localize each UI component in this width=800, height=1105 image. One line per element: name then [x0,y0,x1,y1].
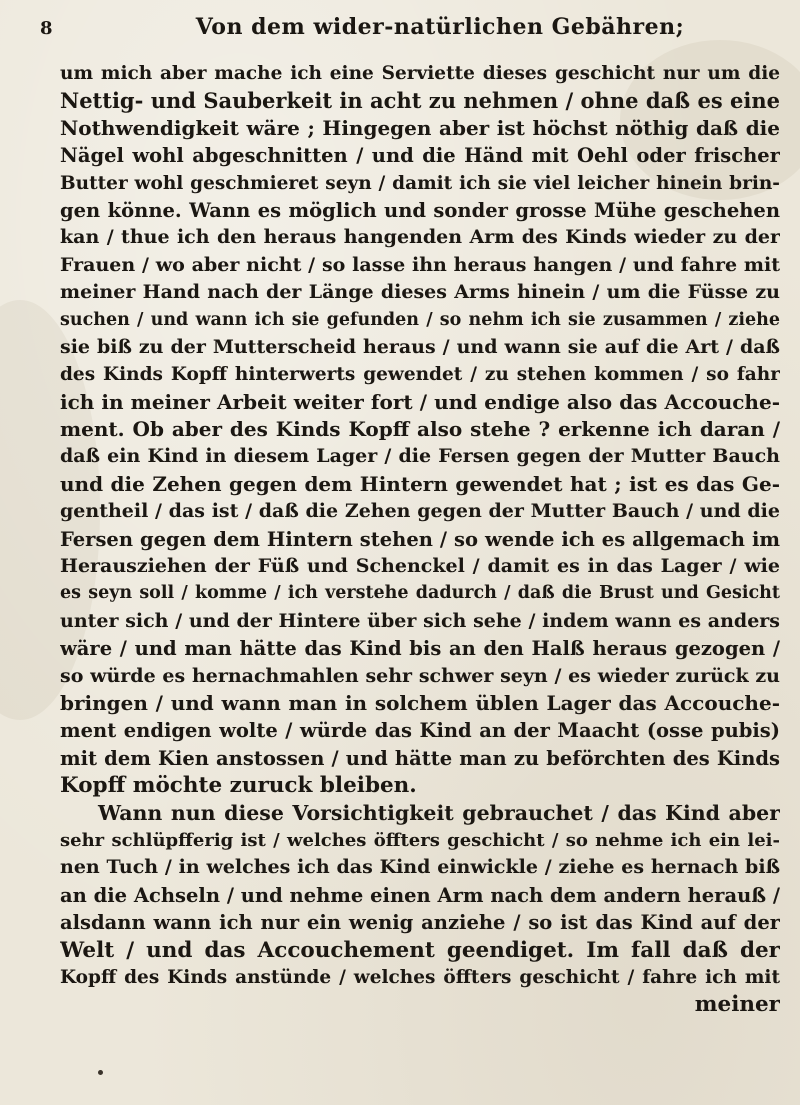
page-header [40,14,770,46]
text-line: Nettig- und Sauberkeit in acht zu nehmen / ohne daß es eine [60,88,780,114]
text-line: Fersen gegen dem Hintern stehen / so wende ich es allgemach im [60,527,780,551]
text-line: sie biß zu der Mutterscheid heraus / und wann sie auf die Art / daß [60,335,780,358]
text-line: Wann nun diese Vorsichtigkeit gebrauchet / das Kind aber [98,800,780,825]
text-line: so würde es hernachmahlen sehr schwer seyn / es wieder zurück zu [60,664,780,687]
text-line: bringen / und wann man in solchem üblen Lager das Accouche- [60,690,780,715]
text-line: Herausziehen der Füß und Schenckel / damit es in das Lager / wie [60,555,780,578]
text-line: kan / thue ich den heraus hangenden Arm des Kinds wieder zu der [60,226,780,249]
text-line: Kopff möchte zuruck bleiben. [60,773,417,799]
text-line: ment endigen wolte / würde das Kind an der Maacht (osse pubis) [60,719,780,743]
text-line: unter sich / und der Hintere über sich sehe / indem wann es anders [60,609,780,632]
running-title: Von dem wider-natürlichen Gebähren; [195,14,685,40]
text-line: alsdann wann ich nur ein wenig anziehe / so ist das Kind auf der [60,911,780,935]
text-line: ment. Ob aber des Kinds Kopff also stehe ? erkenne ich daran / [60,417,780,442]
text-line: meiner Hand nach der Länge dieses Arms hinein / um die Füsse zu [60,281,780,304]
page-number: 8 [40,18,53,39]
text-line: wäre / und man hätte das Kind bis an den Halß heraus gezogen / [60,637,780,661]
text-line: daß ein Kind in diesem Lager / die Fersen gegen der Mutter Bauch [60,445,780,468]
text-line: sehr schlüpfferig ist / welches öffters geschicht / so nehme ich ein lei- [60,829,780,851]
catchword: meiner [694,992,780,1018]
text-line: gentheil / das ist / daß die Zehen gegen der Mutter Bauch / und die [60,500,780,523]
text-line: um mich aber mache ich eine Serviette dieses geschicht nur um die [60,63,780,84]
text-line: an die Achseln / und nehme einen Arm nach dem andern herauß / [60,883,780,907]
text-line: ich in meiner Arbeit weiter fort / und endige also das Accouche- [60,389,780,414]
text-line: Frauen / wo aber nicht / so lasse ihn heraus hangen / und fahre mit [60,253,780,276]
ink-speck [98,1070,103,1075]
text-line: und die Zehen gegen dem Hintern gewendet hat ; ist es das Ge- [60,471,780,496]
text-line: Butter wohl geschmieret seyn / damit ich sie viel leicher hinein brin- [60,172,780,194]
text-line: Nothwendigkeit wäre ; Hingegen aber ist höchst nöthig daß die [60,115,780,140]
text-line: suchen / und wann ich sie gefunden / so nehm ich sie zusammen / ziehe [60,309,780,330]
text-line: nen Tuch / in welches ich das Kind einwickle / ziehe es hernach biß [60,856,780,879]
text-line: des Kinds Kopff hinterwerts gewendet / zu stehen kommen / so fahr [60,364,780,386]
text-line: mit dem Kien anstossen / und hätte man zu beförchten des Kinds [60,746,780,770]
body-text [60,60,780,1019]
text-line: es seyn soll / komme / ich verstehe dadurch / daß die Brust und Gesicht [60,583,780,604]
text-line: Kopff des Kinds anstünde / welches öffters geschicht / fahre ich mit [60,966,780,988]
text-line: Nägel wohl abgeschnitten / und die Händ mit Oehl oder frischer [60,144,780,168]
text-line: Welt / und das Accouchement geendiget. Im fall daß der [60,937,780,963]
text-line: gen könne. Wann es möglich und sonder grosse Mühe geschehen [60,198,780,222]
